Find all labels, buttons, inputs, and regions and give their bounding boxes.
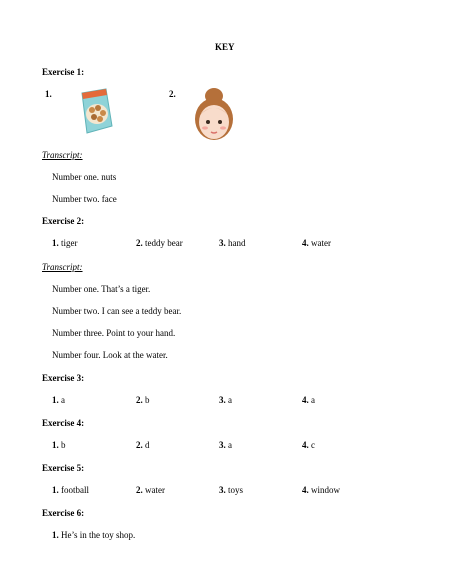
ex2-transcript-line-2: Number two. I can see a teddy bear. [52, 306, 182, 316]
ex1-transcript-line-1: Number one. nuts [52, 172, 117, 182]
ex2-transcript-label: Transcript: [42, 262, 83, 272]
exercise-2-heading: Exercise 2: [42, 216, 85, 226]
ex2-answer-4: 4. water [302, 238, 331, 248]
ex1-transcript-line-2: Number two. face [52, 194, 117, 204]
exercise-6-heading: Exercise 6: [42, 508, 85, 518]
ex2-transcript-line-3: Number three. Point to your hand. [52, 328, 176, 338]
ex5-answer-2: 2. water [136, 485, 165, 495]
ex2-answer-2: 2. teddy bear [136, 238, 183, 248]
ex2-answer-1: 1. tiger [52, 238, 78, 248]
ex6-answer-1: 1. He’s in the toy shop. [52, 530, 136, 540]
ex2-answer-3: 3. hand [219, 238, 246, 248]
ex2-transcript-line-4: Number four. Look at the water. [52, 350, 168, 360]
ex3-answer-1: 1. a [52, 395, 65, 405]
exercise-4-heading: Exercise 4: [42, 418, 85, 428]
ex3-answer-4: 4. a [302, 395, 315, 405]
ex2-transcript-line-1: Number one. That’s a tiger. [52, 284, 151, 294]
ex4-answer-4: 4. c [302, 440, 315, 450]
exercise-5-heading: Exercise 5: [42, 463, 85, 473]
ex1-item-1-number: 1. [45, 89, 52, 99]
ex4-answer-1: 1. b [52, 440, 66, 450]
girl-face-icon [188, 86, 240, 144]
ex3-answer-2: 2. b [136, 395, 150, 405]
ex5-answer-4: 4. window [302, 485, 340, 495]
ex1-item-2-number: 2. [169, 89, 176, 99]
exercise-1-heading: Exercise 1: [42, 67, 85, 77]
ex4-answer-3: 3. a [219, 440, 232, 450]
ex5-answer-3: 3. toys [219, 485, 244, 495]
ex3-answer-3: 3. a [219, 395, 232, 405]
nuts-bag-icon [76, 88, 116, 134]
ex4-answer-2: 2. d [136, 440, 150, 450]
ex1-transcript-label: Transcript: [42, 150, 83, 160]
exercise-3-heading: Exercise 3: [42, 373, 85, 383]
page-title: KEY [215, 42, 235, 52]
ex5-answer-1: 1. football [52, 485, 89, 495]
